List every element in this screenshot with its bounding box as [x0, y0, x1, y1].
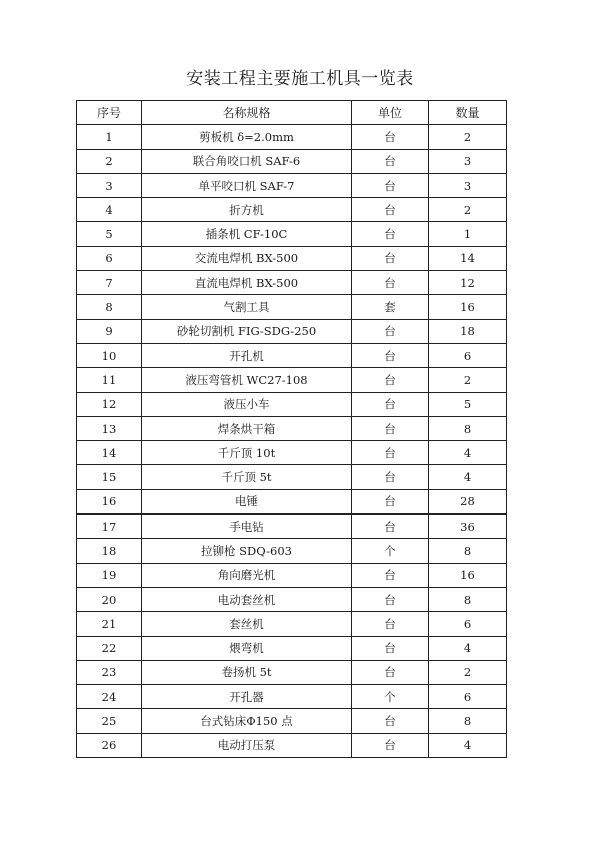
cell-qty: 3 — [429, 173, 507, 197]
cell-unit: 台 — [352, 514, 429, 539]
table-row — [77, 441, 507, 465]
cell-qty: 3 — [429, 149, 507, 173]
cell-qty: 6 — [429, 685, 507, 709]
cell-name: 电动套丝机 — [142, 587, 352, 611]
cell-unit: 台 — [352, 271, 429, 295]
cell-unit: 台 — [352, 660, 429, 684]
table-row — [77, 246, 507, 270]
table-row — [77, 587, 507, 611]
cell-qty: 2 — [429, 198, 507, 222]
cell-seq: 12 — [77, 392, 142, 416]
cell-qty: 28 — [429, 489, 507, 514]
cell-seq: 22 — [77, 636, 142, 660]
cell-seq: 13 — [77, 416, 142, 440]
cell-unit: 台 — [352, 198, 429, 222]
header-unit: 单位 — [352, 101, 429, 125]
cell-seq: 6 — [77, 246, 142, 270]
cell-unit: 台 — [352, 246, 429, 270]
cell-name: 焊条烘干箱 — [142, 416, 352, 440]
cell-seq: 1 — [77, 125, 142, 149]
cell-name: 单平咬口机 SAF-7 — [142, 173, 352, 197]
cell-seq: 11 — [77, 368, 142, 392]
cell-name: 电锤 — [142, 489, 352, 514]
table-row — [77, 685, 507, 709]
cell-seq: 17 — [77, 514, 142, 539]
table-row — [77, 319, 507, 343]
cell-name: 角向磨光机 — [142, 563, 352, 587]
cell-qty: 36 — [429, 514, 507, 539]
cell-unit: 台 — [352, 392, 429, 416]
cell-qty: 5 — [429, 392, 507, 416]
table-row — [77, 514, 507, 539]
table-row — [77, 343, 507, 367]
cell-qty: 2 — [429, 660, 507, 684]
cell-name: 手电钻 — [142, 514, 352, 539]
cell-qty: 16 — [429, 295, 507, 319]
cell-unit: 台 — [352, 125, 429, 149]
cell-name: 插条机 CF-10C — [142, 222, 352, 246]
table-row — [77, 465, 507, 489]
table-row — [77, 173, 507, 197]
cell-name: 套丝机 — [142, 612, 352, 636]
cell-qty: 14 — [429, 246, 507, 270]
cell-unit: 台 — [352, 563, 429, 587]
cell-qty: 6 — [429, 343, 507, 367]
cell-unit: 台 — [352, 149, 429, 173]
cell-name: 千斤顶 5t — [142, 465, 352, 489]
cell-seq: 10 — [77, 343, 142, 367]
cell-name: 交流电焊机 BX-500 — [142, 246, 352, 270]
table-row — [77, 489, 507, 514]
cell-name: 气割工具 — [142, 295, 352, 319]
cell-unit: 台 — [352, 587, 429, 611]
cell-unit: 台 — [352, 222, 429, 246]
table-row — [77, 612, 507, 636]
table-row — [77, 563, 507, 587]
cell-seq: 18 — [77, 539, 142, 563]
header-seq: 序号 — [77, 101, 142, 125]
cell-name: 联合角咬口机 SAF-6 — [142, 149, 352, 173]
table-row — [77, 539, 507, 563]
cell-name: 液压小车 — [142, 392, 352, 416]
cell-qty: 16 — [429, 563, 507, 587]
header-name: 名称规格 — [142, 101, 352, 125]
cell-unit: 台 — [352, 636, 429, 660]
cell-qty: 1 — [429, 222, 507, 246]
cell-unit: 台 — [352, 368, 429, 392]
cell-seq: 20 — [77, 587, 142, 611]
cell-name: 砂轮切割机 FIG-SDG-250 — [142, 319, 352, 343]
cell-seq: 16 — [77, 489, 142, 514]
table-row — [77, 709, 507, 733]
header-qty: 数量 — [429, 101, 507, 125]
table-row — [77, 392, 507, 416]
cell-qty: 8 — [429, 416, 507, 440]
cell-seq: 24 — [77, 685, 142, 709]
cell-unit: 台 — [352, 489, 429, 514]
cell-name: 剪板机 δ=2.0mm — [142, 125, 352, 149]
cell-seq: 3 — [77, 173, 142, 197]
cell-seq: 23 — [77, 660, 142, 684]
cell-unit: 台 — [352, 343, 429, 367]
cell-name: 电动打压泵 — [142, 733, 352, 757]
table-row — [77, 295, 507, 319]
cell-name: 拉铆枪 SDQ-603 — [142, 539, 352, 563]
table-row — [77, 125, 507, 149]
cell-qty: 18 — [429, 319, 507, 343]
cell-seq: 2 — [77, 149, 142, 173]
cell-qty: 4 — [429, 441, 507, 465]
cell-unit: 台 — [352, 441, 429, 465]
table-header-row — [77, 101, 507, 125]
cell-qty: 4 — [429, 636, 507, 660]
cell-name: 千斤顶 10t — [142, 441, 352, 465]
cell-name: 煨弯机 — [142, 636, 352, 660]
cell-seq: 9 — [77, 319, 142, 343]
cell-unit: 个 — [352, 685, 429, 709]
cell-qty: 8 — [429, 539, 507, 563]
cell-qty: 2 — [429, 125, 507, 149]
cell-qty: 6 — [429, 612, 507, 636]
table-row — [77, 636, 507, 660]
cell-seq: 26 — [77, 733, 142, 757]
cell-seq: 25 — [77, 709, 142, 733]
cell-name: 开孔器 — [142, 685, 352, 709]
cell-unit: 套 — [352, 295, 429, 319]
cell-seq: 5 — [77, 222, 142, 246]
cell-name: 液压弯管机 WC27-108 — [142, 368, 352, 392]
cell-qty: 4 — [429, 465, 507, 489]
cell-qty: 8 — [429, 587, 507, 611]
table-row — [77, 733, 507, 757]
table-row — [77, 149, 507, 173]
cell-name: 台式钻床Φ150 点 — [142, 709, 352, 733]
cell-unit: 台 — [352, 709, 429, 733]
cell-seq: 4 — [77, 198, 142, 222]
table-row — [77, 660, 507, 684]
cell-seq: 14 — [77, 441, 142, 465]
table-row — [77, 368, 507, 392]
cell-unit: 台 — [352, 612, 429, 636]
cell-qty: 12 — [429, 271, 507, 295]
table-row — [77, 198, 507, 222]
table-row — [77, 416, 507, 440]
cell-seq: 15 — [77, 465, 142, 489]
cell-unit: 台 — [352, 733, 429, 757]
cell-seq: 7 — [77, 271, 142, 295]
cell-qty: 4 — [429, 733, 507, 757]
cell-name: 开孔机 — [142, 343, 352, 367]
cell-name: 直流电焊机 BX-500 — [142, 271, 352, 295]
cell-unit: 台 — [352, 319, 429, 343]
table-row — [77, 222, 507, 246]
cell-seq: 8 — [77, 295, 142, 319]
cell-seq: 19 — [77, 563, 142, 587]
page-title: 安装工程主要施工机具一览表 — [186, 69, 414, 89]
equipment-table — [76, 100, 507, 758]
cell-unit: 台 — [352, 465, 429, 489]
table-row — [77, 271, 507, 295]
cell-qty: 8 — [429, 709, 507, 733]
cell-name: 折方机 — [142, 198, 352, 222]
cell-qty: 2 — [429, 368, 507, 392]
cell-seq: 21 — [77, 612, 142, 636]
cell-unit: 个 — [352, 539, 429, 563]
cell-name: 卷扬机 5t — [142, 660, 352, 684]
cell-unit: 台 — [352, 173, 429, 197]
cell-unit: 台 — [352, 416, 429, 440]
